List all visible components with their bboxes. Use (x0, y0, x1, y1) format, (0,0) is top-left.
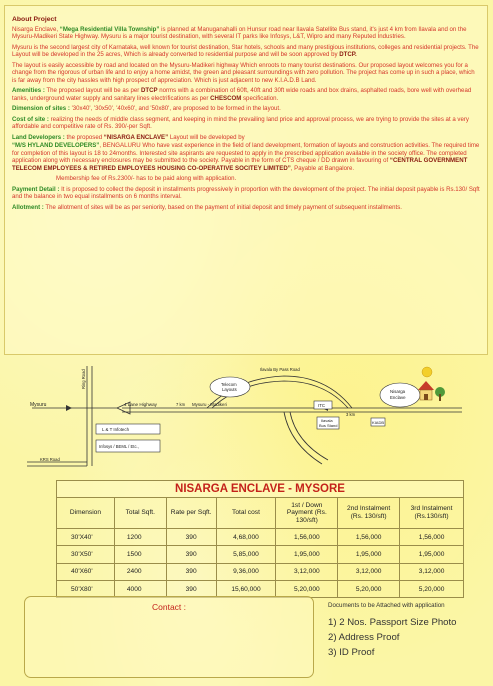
price-table (56, 497, 464, 598)
cell-second-instalment: 5,20,000 (338, 580, 400, 597)
cell-dimension: 30'X50' (57, 546, 115, 563)
cell-third-instalment: 1,95,000 (400, 546, 464, 563)
house-icon (418, 367, 445, 401)
paragraph-intro: Nisarga Enclave, “Mega Residential Villa Township” is planned at Manuganahalli on Hunsur road near Ilavala Satellite Bus stand, it's just 4 km from Ilavala and on the Mysuru-Madikeri State Highway. Mysuru is a major tourist destination, with several IT parks like Infosys, L&T, Wipro and many Reputed Industries. (12, 25, 467, 41)
cell-first-payment: 3,12,000 (276, 563, 338, 580)
label-krs: KRS Road (40, 457, 60, 462)
table-row (57, 529, 464, 546)
paragraph-mysuru: Mysuru is the second largest city of Karnataka, well known for tourist destination, Star hotels, schools and many prestigious institutions, colleges and residential projects. The Layout will be developed in the 25 acres, Which is already converted to residential purpose and will be soon approved by DTCP. (12, 43, 479, 59)
cell-rate: 390 (166, 546, 216, 563)
paragraph-hyland: “M/S HYLAND DEVELOPERS”, BENGALURU Who have vast experience in the field of land development, formation of layouts and construction activities. The required time for completion of this layout is 18 to 24months. Interested site aspirants are requested to apply in the prescribed application available in the society office. The completed application along with necessary enclosures may be submitted to the society. Payable in the form of CTS cheque / DD drawn in favouring of “CENTRAL GOVERNMENT TELECOM EMPLOYEES & RETIRED EMPLOYEES HOUSING CO-OPERATIVE SOCITEY LIMITED”, Payable at Bangalore. (12, 142, 480, 172)
cell-dimension: 30'X40' (57, 529, 115, 546)
paragraph-developers: Land Developers : the proposed “NISARGA ENCLAVE” Layout will be developed by (12, 133, 245, 141)
label-enclave: Enclave (390, 395, 406, 400)
table-row (57, 563, 464, 580)
cell-total-cost: 9,36,000 (216, 563, 276, 580)
document-item-address: 2) Address Proof (328, 632, 400, 643)
cell-total-cost: 5,85,000 (216, 546, 276, 563)
contact-label: Contact : (151, 602, 187, 612)
cell-dimension: 40'X60' (57, 563, 115, 580)
label-seven-km: 7 km (176, 402, 186, 407)
documents-section (328, 602, 493, 660)
label-itc: ITC (318, 403, 326, 408)
paragraph-layout: The layout is easily accessible by road and located on the Mysuru-Madikeri highway Which enroots to many tourist destinations. Our proposed layout welcomes you for a change from the rigorous of urban life and to enjoy a home amidst, the green and pleasant surroundings with zero pollution. The project has come up in such a place, which is far away from the city hassles with high prospect of appreciation. Which is just adjacent to new K.I.A.D.B Land. (12, 61, 475, 84)
cell-rate: 390 (166, 529, 216, 546)
cell-sqft: 1200 (114, 529, 166, 546)
cell-rate: 390 (166, 563, 216, 580)
cell-dimension: 50'X80' (57, 580, 115, 597)
cell-total-cost: 4,68,000 (216, 529, 276, 546)
cell-first-payment: 1,95,000 (276, 546, 338, 563)
cell-second-instalment: 1,56,000 (338, 529, 400, 546)
header-first-payment: 1st / Down Payment (Rs. 130/sft) (276, 498, 338, 529)
label-three-km: 3 km (346, 412, 356, 417)
membership-fee: Membership fee of Rs.2300/- has to be paid along with application. (56, 175, 237, 183)
document-item-photo: 1) 2 Nos. Passport Size Photo (328, 617, 457, 628)
label-kiadb: KIADB (372, 420, 385, 425)
label-mys-madikeri: Mysuru - Madikeri (192, 402, 227, 407)
cell-rate: 390 (166, 580, 216, 597)
cell-second-instalment: 1,95,000 (338, 546, 400, 563)
paragraph-payment: Payment Detail : It is proposed to collect the deposit in installments progressively in proportion with the development of the project. The initial deposit payable is Rs.130/ Sqft and the balance in two equal installments on 6 months interval. (12, 185, 480, 201)
cell-first-payment: 1,56,000 (276, 529, 338, 546)
cell-second-instalment: 3,12,000 (338, 563, 400, 580)
documents-heading: Documents to be Attached with application (328, 602, 445, 609)
paragraph-dimensions: Dimension of sites : '30x40', '30x50', '40x60', and '50x80', are proposed to be formed in the layout. (12, 105, 281, 113)
cell-third-instalment: 5,20,000 (400, 580, 464, 597)
cell-sqft: 1500 (114, 546, 166, 563)
table-row (57, 546, 464, 563)
cell-first-payment: 5,20,000 (276, 580, 338, 597)
label-bypass: Ilavala By Pass Road (260, 367, 300, 372)
label-layouts: Layouts (222, 387, 237, 392)
price-table-section (56, 480, 464, 598)
contact-box (24, 596, 314, 678)
label-infosys: Infosys / BEML / Etc., (99, 444, 139, 449)
cell-sqft: 4000 (114, 580, 166, 597)
cell-third-instalment: 1,56,000 (400, 529, 464, 546)
label-ilavala: Ilavala (321, 418, 333, 423)
about-heading: About Project (12, 16, 57, 23)
header-rate: Rate per Sqft. (166, 498, 216, 529)
header-second-instalment: 2nd Instalment (Rs. 130/sft) (338, 498, 400, 529)
label-bus-stand: Bus Stand (319, 423, 338, 428)
location-map (22, 364, 470, 471)
cell-sqft: 2400 (114, 563, 166, 580)
paragraph-allotment: Allotment : The allotment of sites will be as per seniority, based on the payment of initial deposit and timely payment of subsequent installments. (12, 203, 402, 211)
label-four-lane: 4 Lane Highway (124, 402, 157, 407)
label-telecom: Telecom (221, 382, 237, 387)
label-lt: L & T Infotech (102, 427, 130, 432)
paragraph-amenities: Amenities : The proposed layout will be as per DTCP norms with a combination of 60ft, 40ft and 30ft wide roads and box drains, asphalted roads, bore well with overhead tanks, underground water supply and sanitary lines electrifications as per CHESCOM specification. (12, 87, 472, 102)
main-highway (32, 402, 130, 414)
header-total-sqft: Total Sqft. (114, 498, 166, 529)
table-title: NISARGA ENCLAVE - MYSORE (56, 480, 464, 497)
header-third-instalment: 3rd Instalment (Rs.130/sft) (400, 498, 464, 529)
document-item-id: 3) ID Proof (328, 647, 375, 658)
side-road (284, 412, 322, 464)
label-ring-road: Ring Road (81, 369, 86, 389)
about-project-section (4, 5, 488, 355)
cell-total-cost: 15,60,000 (216, 580, 276, 597)
label-nisarga: Nisarga (390, 389, 406, 394)
header-dimension: Dimension (57, 498, 115, 529)
table-header-row (57, 498, 464, 529)
cell-third-instalment: 3,12,000 (400, 563, 464, 580)
paragraph-cost: Cost of site : realizing the needs of middle class segment, and keeping in mind the prevailing land price and approval process, we are trying to provide the sites at a very affordable and competitive rate of Rs. 390/-per Sqft. (12, 115, 469, 131)
label-mysuru: Mysuru (30, 402, 47, 408)
header-total-cost: Total cost (216, 498, 276, 529)
